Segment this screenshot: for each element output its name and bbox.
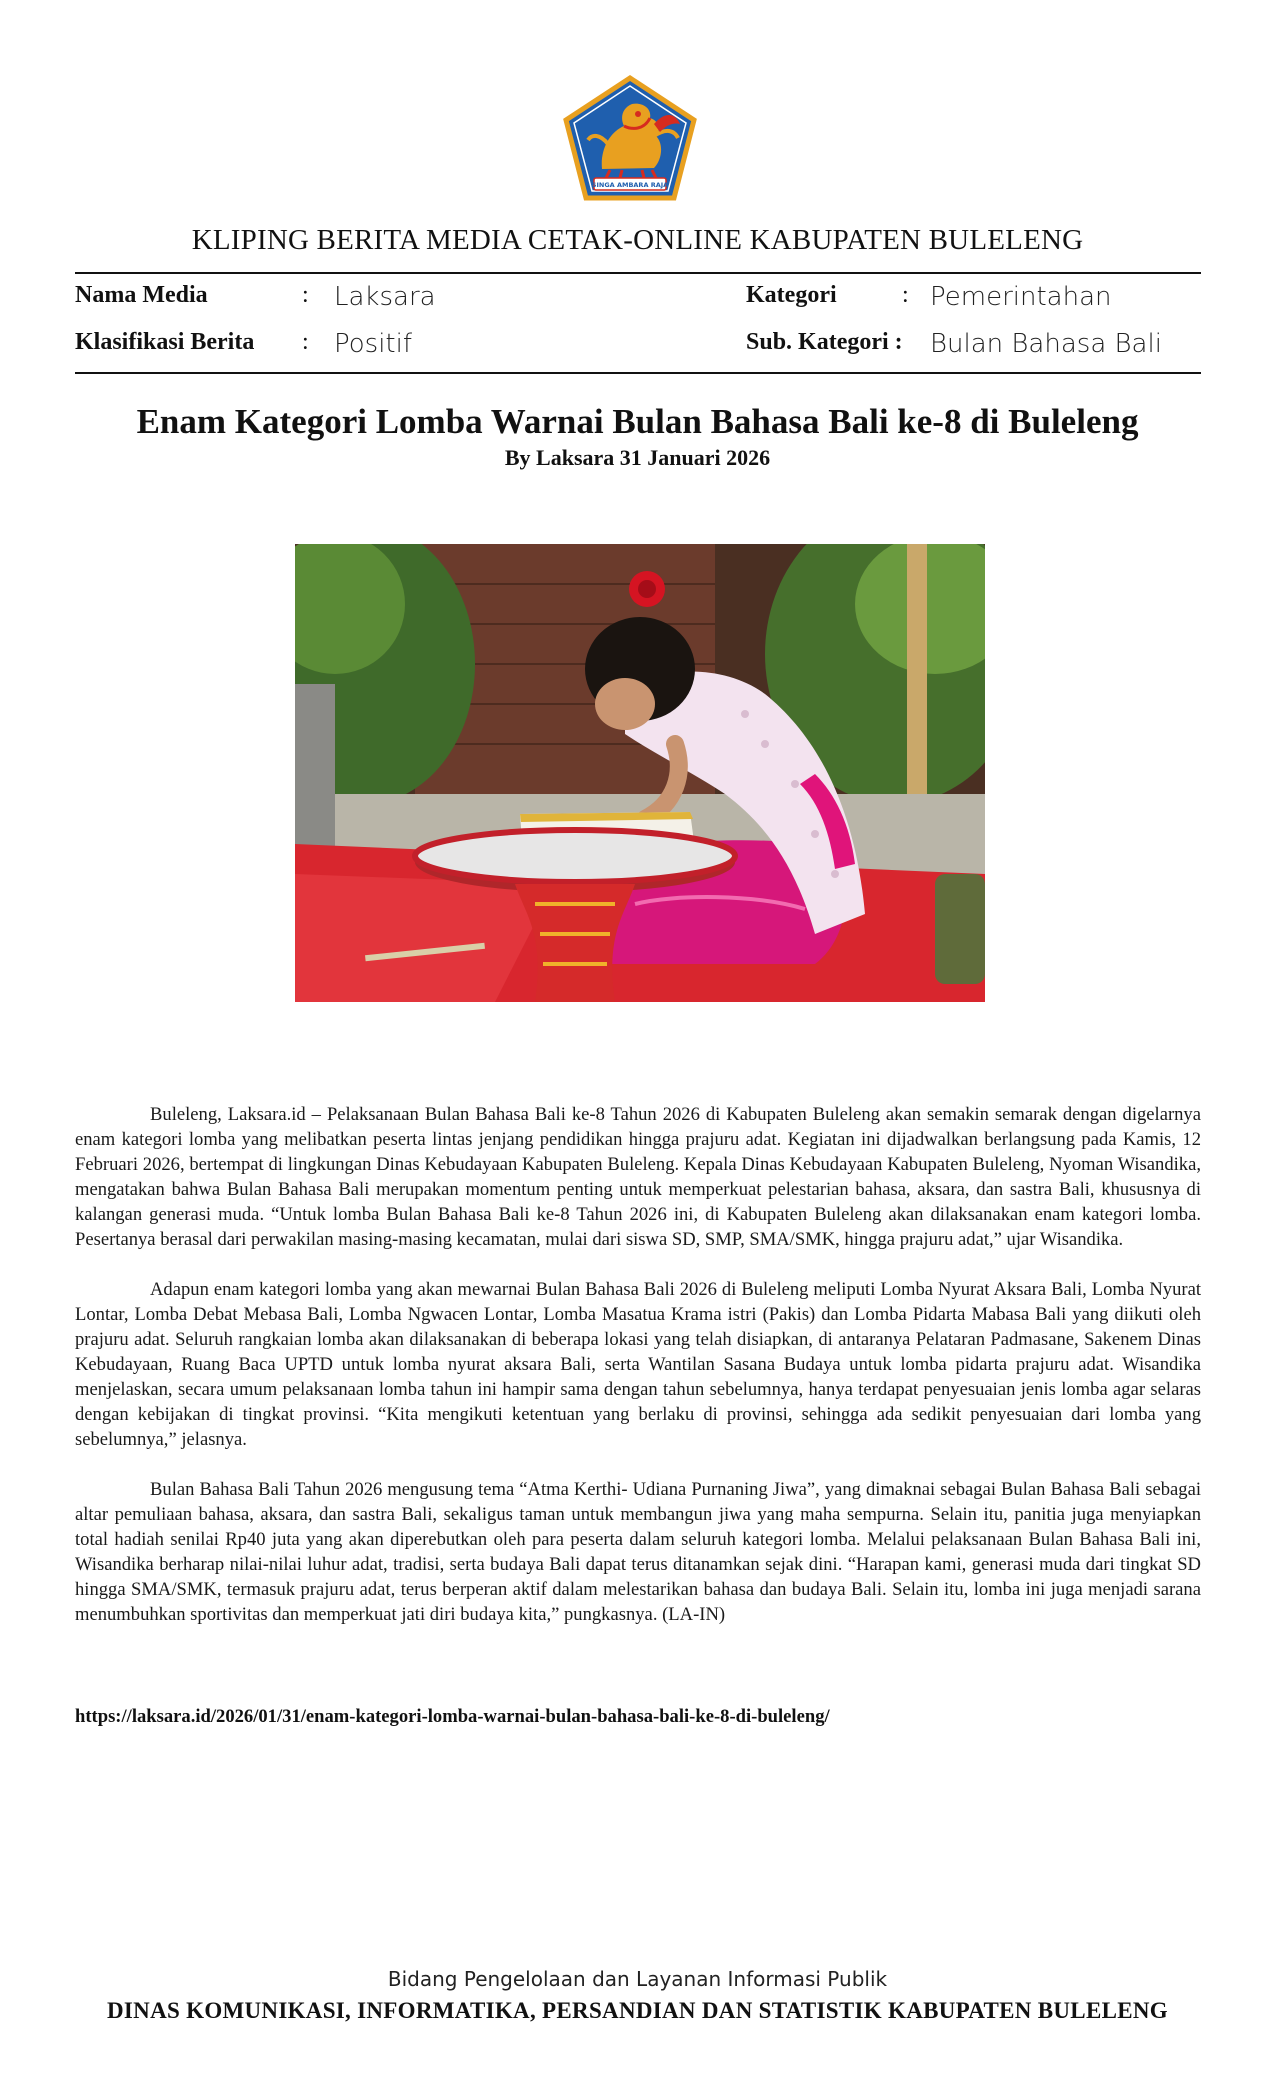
klasifikasi-berita-value: Positif xyxy=(334,329,412,359)
klasifikasi-berita-label: Klasifikasi Berita xyxy=(75,329,255,355)
header-divider-bottom xyxy=(75,372,1201,374)
buleleng-emblem-logo xyxy=(562,74,698,202)
sub-kategori-label: Sub. Kategori : xyxy=(746,329,903,355)
article-byline: By Laksara 31 Januari 2026 xyxy=(504,445,771,470)
nama-media-colon: : xyxy=(302,282,309,308)
sub-kategori-value: Bulan Bahasa Bali xyxy=(930,329,1162,359)
klasifikasi-berita-colon: : xyxy=(302,329,309,355)
kategori-value: Pemerintahan xyxy=(930,282,1112,312)
svg-text:SINGA AMBARA RAJA: SINGA AMBARA RAJA xyxy=(591,181,669,189)
page-header-title: KLIPING BERITA MEDIA CETAK-ONLINE KABUPATEN BULELENG xyxy=(191,224,1084,256)
nama-media-label: Nama Media xyxy=(75,282,208,308)
article-title: Enam Kategori Lomba Warnai Bulan Bahasa Bali ke-8 di Buleleng xyxy=(136,402,1139,441)
kategori-colon: : xyxy=(902,282,909,308)
article-paragraph-2: Adapun enam kategori lomba yang akan mewarnai Bulan Bahasa Bali 2026 di Buleleng meliputi Lomba Nyurat Aksara Bali, Lomba Nyurat Lontar, Lomba Debat Mebasa Bali, Lomba Ngwacen Lontar, Lomba Masatua Krama istri (Pakis) dan Lomba Pidarta Mabasa Bali yang diikuti oleh prajuru adat. Seluruh rangkaian lomba akan dilaksanakan di beberapa lokasi yang telah disiapkan, di antaranya Pelataran Padmasane, Sakenem Dinas Kebudayaan, Ruang Baca UPTD untuk lomba nyurat aksara Bali, serta Wantilan Sasana Budaya untuk lomba pidarta prajuru adat. Wisandika menjelaskan, secara umum pelaksanaan lomba tahun ini hampir sama dengan tahun sebelumnya, hanya terdapat penyesuaian jenis lomba agar selaras dengan kebijakan di tingkat provinsi. “Kita mengikuti ketentuan yang berlaku di provinsi, sehingga ada sedikit penyesuaian dari lomba yang sebelumnya,” jelasnya. xyxy=(75,1279,1201,1450)
article-body xyxy=(75,1102,1201,1652)
article-paragraph-3: Bulan Bahasa Bali Tahun 2026 mengusung tema “Atma Kerthi- Udiana Purnaning Jiwa”, yang dimaknai sebagai Bulan Bahasa Bali sebagai altar pemuliaan bahasa, aksara, dan sastra Bali, sekaligus taman untuk membangun jiwa yang maha sempurna. Selain itu, panitia juga menyiapkan total hadiah senilai Rp40 juta yang akan diperebutkan oleh para peserta dalam seluruh kategori lomba. Melalui pelaksanaan Bulan Bahasa Bali ini, Wisandika berharap nilai-nilai luhur adat, tradisi, serta budaya Bali dapat terus ditanamkan sejak dini. “Harapan kami, generasi muda dari tingkat SD hingga SMA/SMK, termasuk prajuru adat, terus berperan aktif dalam melestarikan bahasa dan budaya Bali. Selain itu, lomba ini juga menjadi sarana menumbuhkan sportivitas dan memperkuat jati diri budaya kita,” pungkasnya. (LA-IN) xyxy=(75,1479,1201,1625)
footer-department: Bidang Pengelolaan dan Layanan Informasi Publik xyxy=(387,1967,888,1991)
header-divider-top xyxy=(75,272,1201,274)
kategori-label: Kategori xyxy=(746,282,837,308)
article-photo xyxy=(295,544,985,1002)
nama-media-value: Laksara xyxy=(334,282,436,312)
article-source-link[interactable]: https://laksara.id/2026/01/31/enam-kategori-lomba-warnai-bulan-bahasa-bali-ke-8-di-buleleng/ xyxy=(75,1706,830,1727)
footer-agency: DINAS KOMUNIKASI, INFORMATIKA, PERSANDIAN DAN STATISTIK KABUPATEN BULELENG xyxy=(107,1998,1168,2023)
article-paragraph-1: Buleleng, Laksara.id – Pelaksanaan Bulan Bahasa Bali ke-8 Tahun 2026 di Kabupaten Buleleng akan semakin semarak dengan digelarnya enam kategori lomba yang melibatkan peserta lintas jenjang pendidikan hingga prajuru adat. Kegiatan ini dijadwalkan berlangsung pada Kamis, 12 Februari 2026, bertempat di lingkungan Dinas Kebudayaan Kabupaten Buleleng. Kepala Dinas Kebudayaan Kabupaten Buleleng, Nyoman Wisandika, mengatakan bahwa Bulan Bahasa Bali merupakan momentum penting untuk memperkuat pelestarian bahasa, aksara, dan sastra Bali, khususnya di kalangan generasi muda. “Untuk lomba Bulan Bahasa Bali ke-8 Tahun 2026 ini, di Kabupaten Buleleng akan dilaksanakan enam kategori lomba. Pesertanya berasal dari perwakilan masing-masing kecamatan, mulai dari siswa SD, SMP, SMA/SMK, hingga prajuru adat,” ujar Wisandika. xyxy=(75,1104,1201,1250)
